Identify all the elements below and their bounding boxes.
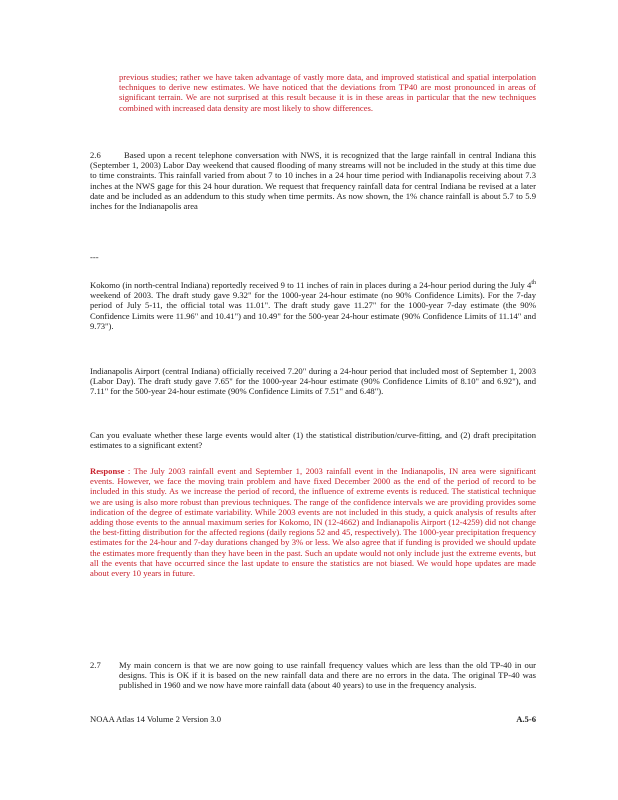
item-text: My main concern is that we are now going to use rainfall frequency values which are less than the old TP-40 in our designs. This is OK if it is based on the new rainfall data and there are no errors in the data. The original TP-40 was published in 1960 and we now have more rainfall data (about 40 years) to use in the frequency analysis. [119,660,536,691]
response-text: : The July 2003 rainfall event and September 1, 2003 rainfall event in the Indianapolis, IN area were significant events. However, we face the moving train problem and have fixed December 2000 as the end of the period of record to be included in this study. As we increase the period of record, the influence of extreme events is reduced. The statistical technique we are using is also more robust than previous techniques. The range of the confidence intervals we are providing provides some indication of the degree of estimate variability. While 2003 events are not included in this study, a quick analysis of results after adding those events to the annual maximum series for Kokomo, IN (12-4662) and Indianapolis Airport (12-4259) did not change the best-fitting distribution for the affected regions (daily regions 52 and 45, respectively). The 1000-year precipitation frequency estimates for the 24-hour and 7-day durations changed by 3% or less. We also agree that if funding is provided we should update the estimates more frequently than they have been in the past. Such an update would not only include just the extreme events, but all the events that have occurred since the last update to ensure the statistics are not biased. We would hope updates are made about every 10 years in future. [90,466,536,579]
item-number: 2.6 [90,150,101,160]
footer-publication: NOAA Atlas 14 Volume 2 Version 3.0 [90,714,222,724]
kokomo-text-end: weekend of 2003. The draft study gave 9.32" for the 1000-year 24-hour estimate (no 90% Confidence Limits). For the 7-day period of July 5-11, the official total was 11.01". The draft study gave 11.27" for the 1000-year 7-day estimate (the 90% Confidence Limits were 11.96" and 10.41") and 10.49" for the 500-year 24-hour estimate (90% Confidence Limits of 11.14" and 9.73"). [90,290,536,331]
indianapolis-paragraph: Indianapolis Airport (central Indiana) officially received 7.20" during a 24-hour period that included most of September 1, 2003 (Labor Day). The draft study gave 7.65" for the 1000-year 24-hour estimate (90% Confidence Limits of 8.10" and 6.92"), and 7.11" for the 500-year 24-hour estimate (90% Confidence Limits of 7.51" and 6.48"). [90,366,536,397]
page-number: A.5-6 [516,714,536,724]
item-number: 2.7 [90,660,101,670]
kokomo-superscript: th [531,280,536,287]
question-paragraph: Can you evaluate whether these large events would alter (1) the statistical distribution/curve-fitting, and (2) draft precipitation estimates to a significant extent? [90,430,536,451]
kokomo-text-start: Kokomo (in north-central Indiana) reportedly received 9 to 11 inches of rain in places during a 24-hour period during the July 4 [90,280,532,290]
kokomo-paragraph [90,280,536,331]
response-label: Response [90,466,125,476]
item-text: Based upon a recent telephone conversation with NWS, it is recognized that the large rainfall in central Indiana this (September 1, 2003) Labor Day weekend that caused flooding of many streams will not be included in the study at this time due to time constraints. This rainfall varied from about 7 to 10 inches in a 24 hour time period with Indianapolis receiving about 7.3 inches at the NWS gage for this 24 hour duration. We request that frequency rainfall data for central Indiana be revised at a later date and be included as an addendum to this study when time permits. As now shown, the 1% chance rainfall is about 5.7 to 5.9 inches for the Indianapolis area [90,150,536,212]
comment-2-6 [90,150,536,211]
response-continuation: previous studies; rather we have taken advantage of vastly more data, and improved statistical and spatial interpolation techniques to derive new estimates. We have noticed that the deviations from TP40 are most pronounced in areas of significant terrain. We are not surprised at this result because it is in these areas in particular that the new techniques combined with increased data density are most likely to show differences. [119,72,536,113]
response-paragraph [90,466,536,578]
separator: --- [90,252,99,262]
comment-2-7 [90,660,536,691]
